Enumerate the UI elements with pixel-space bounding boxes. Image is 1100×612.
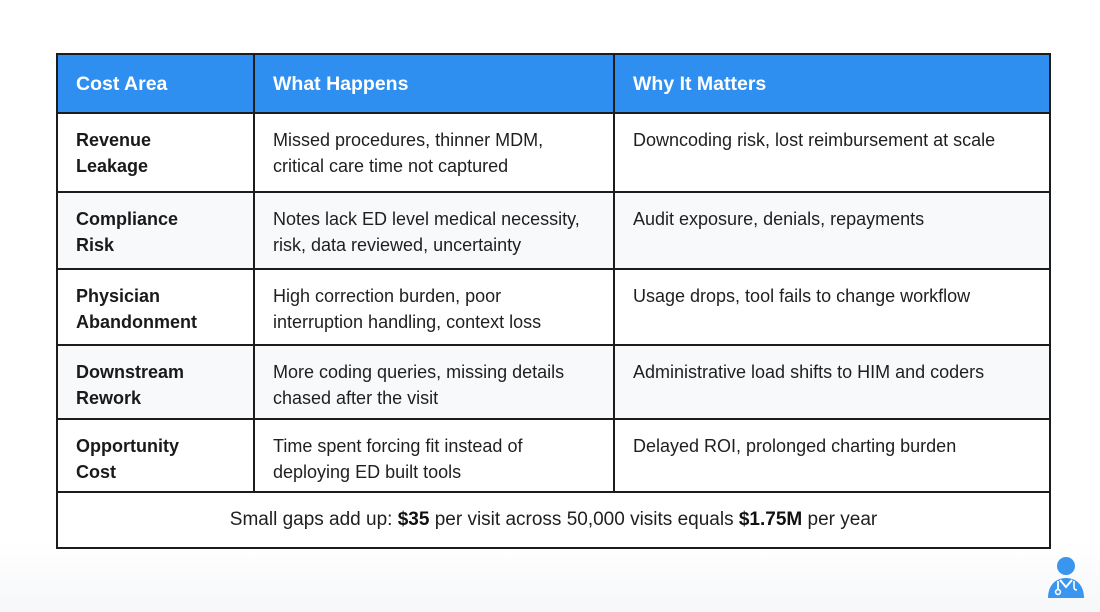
what-happens-line: More coding queries, missing details: [273, 362, 565, 382]
cost-area-cell: [57, 269, 254, 345]
doctor-avatar-icon-graphic: [1046, 556, 1086, 598]
table-row: [57, 345, 1050, 419]
footer-total: $1.75M: [738, 509, 803, 530]
what-happens-line: risk, data reviewed, uncertainty: [273, 235, 522, 255]
cost-area-cell: [57, 192, 254, 269]
table-header-row: [57, 54, 1050, 113]
table-row: [57, 419, 1050, 492]
table-row: [57, 113, 1050, 192]
what-happens-line: deploying ED built tools: [273, 462, 462, 482]
background-fade: [0, 542, 1100, 612]
what-happens-cell: [254, 113, 614, 192]
what-happens-cell: [254, 269, 614, 345]
cost-area-line: Rework: [76, 388, 142, 408]
cost-area-line: Revenue: [76, 130, 152, 150]
cost-area-line: Compliance: [76, 209, 179, 229]
footer-suffix: per year: [802, 509, 878, 530]
why-it-matters-cell: Delayed ROI, prolonged charting burden: [614, 419, 1050, 492]
what-happens-line: interruption handling, context loss: [273, 312, 542, 332]
what-happens-cell: [254, 419, 614, 492]
cost-area-line: Opportunity: [76, 436, 179, 456]
cost-area-line: Physician: [76, 286, 161, 306]
footer-prefix: Small gaps add up:: [229, 509, 398, 530]
table-row: [57, 192, 1050, 269]
what-happens-line: chased after the visit: [273, 388, 439, 408]
why-it-matters-cell: Usage drops, tool fails to change workflow: [614, 269, 1050, 345]
what-happens-line: critical care time not captured: [273, 156, 509, 176]
header-what-happens: What Happens: [254, 54, 614, 113]
what-happens-line: Notes lack ED level medical necessity,: [273, 209, 580, 229]
cost-table: [56, 53, 1051, 549]
summary-footer: [57, 492, 1050, 548]
cost-area-line: Abandonment: [76, 312, 197, 332]
table-row: [57, 269, 1050, 345]
why-it-matters-cell: Administrative load shifts to HIM and coders: [614, 345, 1050, 419]
what-happens-cell: [254, 192, 614, 269]
cost-area-line: Cost: [76, 462, 116, 482]
header-cost-area: Cost Area: [57, 54, 254, 113]
what-happens-line: Time spent forcing fit instead of: [273, 436, 523, 456]
cost-area-cell: [57, 113, 254, 192]
footer-amount-per-visit: $35: [397, 509, 430, 530]
cost-area-cell: [57, 345, 254, 419]
footer-middle: per visit across 50,000 visits equals: [429, 509, 739, 530]
cost-area-line: Leakage: [76, 156, 149, 176]
what-happens-line: Missed procedures, thinner MDM,: [273, 130, 544, 150]
why-it-matters-cell: Audit exposure, denials, repayments: [614, 192, 1050, 269]
cost-area-line: Downstream: [76, 362, 185, 382]
table-footer-row: [57, 492, 1050, 548]
cost-area-cell: [57, 419, 254, 492]
header-why-it-matters: Why It Matters: [614, 54, 1050, 113]
doctor-avatar-icon[interactable]: [1046, 556, 1086, 598]
cost-area-line: Risk: [76, 235, 115, 255]
what-happens-line: High correction burden, poor: [273, 286, 502, 306]
what-happens-cell: [254, 345, 614, 419]
why-it-matters-cell: Downcoding risk, lost reimbursement at scale: [614, 113, 1050, 192]
